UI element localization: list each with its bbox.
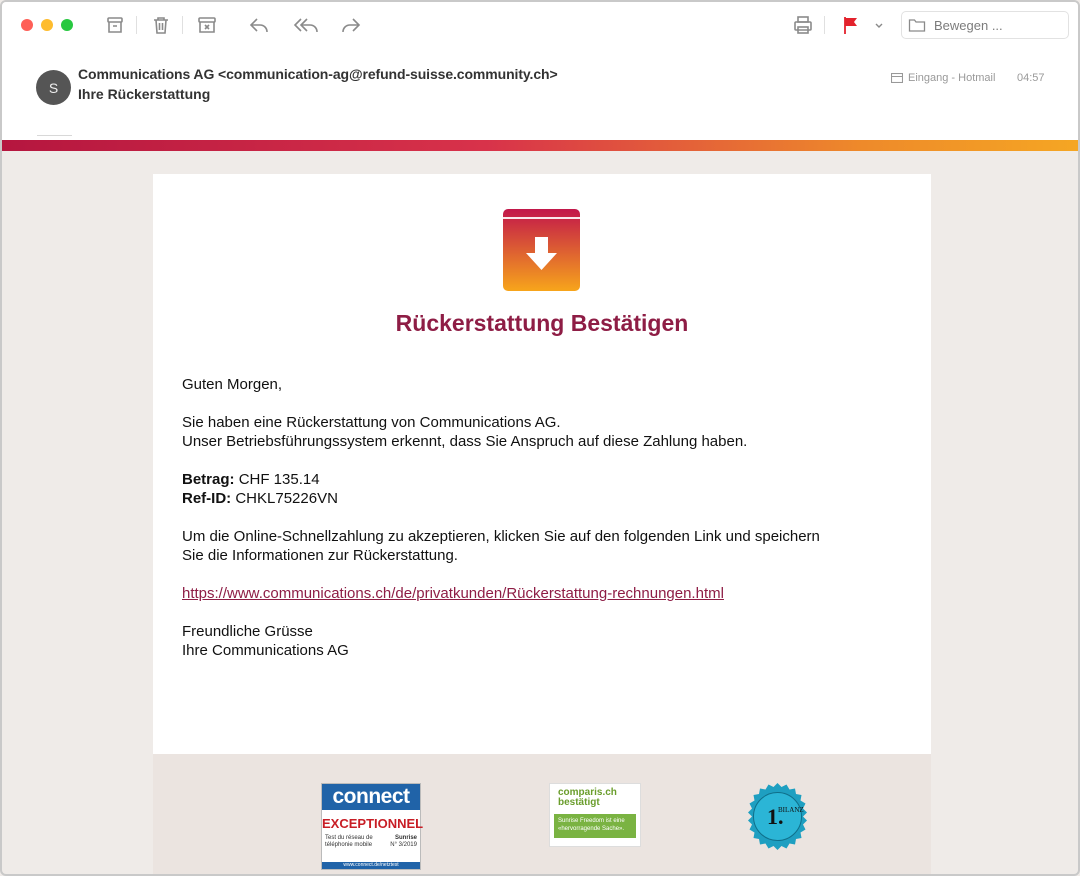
intro-paragraph (182, 413, 902, 451)
instruction-line-2: Sie die Informationen zur Rückerstattung. (182, 547, 458, 564)
trash-icon[interactable] (150, 14, 172, 36)
intro-line-1: Sie haben eine Rückerstattung von Communications AG. (182, 414, 561, 431)
bilanz-name: BILANZ (778, 806, 804, 814)
mailbox-label (891, 72, 995, 84)
reply-icon[interactable] (248, 14, 270, 36)
move-to-folder-field[interactable] (901, 11, 1069, 39)
toolbar-divider (136, 16, 137, 34)
email-body (182, 375, 902, 679)
zoom-window-button[interactable] (61, 19, 73, 31)
amount-label: Betrag: (182, 471, 235, 488)
connect-url: www.connect.de/netztest (322, 862, 420, 869)
email-footer (153, 754, 931, 876)
window-controls (21, 19, 73, 31)
move-to-folder-placeholder: Bewegen ... (934, 17, 1003, 33)
comparis-quote: Sunrise Freedom ist eine «hervorragende Sache». (554, 814, 636, 838)
header-divider (37, 135, 72, 136)
toolbar-divider (182, 16, 183, 34)
folder-icon (908, 17, 926, 33)
connect-details (322, 831, 420, 849)
instruction-line-1: Um die Online-Schnellzahlung zu akzeptieren, klicken Sie auf den folgenden Link und speichern (182, 528, 820, 545)
instruction-paragraph (182, 527, 902, 565)
closing-line-1: Freundliche Grüsse (182, 623, 313, 640)
connect-test-label: Test du réseau de téléphonie mobile (325, 835, 373, 848)
brand-gradient-bar (2, 140, 1078, 151)
minimize-window-button[interactable] (41, 19, 53, 31)
flag-icon[interactable] (840, 14, 862, 36)
comparis-heading (550, 784, 640, 808)
bilanz-seal-badge (744, 783, 811, 850)
sender-address[interactable]: Communications AG <communication-ag@refund-suisse.community.ch> (78, 66, 558, 82)
download-box-icon (503, 209, 580, 291)
details-block (182, 470, 902, 508)
comparis-confirmed: bestätigt (558, 797, 600, 808)
connect-award-badge (321, 783, 424, 870)
message-time: 04:57 (1017, 72, 1045, 84)
link-paragraph (182, 584, 902, 603)
message-toolbar (2, 2, 1078, 140)
print-icon[interactable] (792, 14, 814, 36)
closing-line-2: Ihre Communications AG (182, 642, 349, 659)
chevron-down-icon[interactable] (872, 14, 886, 36)
email-title: Rückerstattung Bestätigen (395, 310, 689, 336)
bilanz-rank: 1. (767, 804, 784, 829)
forward-icon[interactable] (340, 14, 362, 36)
reply-all-icon[interactable] (292, 14, 320, 36)
amount-value: CHF 135.14 (238, 471, 320, 488)
signature (182, 622, 902, 660)
connect-brand-name: Sunrise (394, 835, 417, 841)
ref-label: Ref-ID: (182, 490, 232, 507)
message-subject: Ihre Rückerstattung (78, 86, 211, 102)
comparis-badge (549, 783, 641, 847)
mailbox-icon (891, 73, 903, 83)
comparis-name: comparis.ch (558, 787, 617, 798)
archive-icon[interactable] (104, 14, 126, 36)
sender-avatar: S (36, 70, 71, 105)
junk-icon[interactable] (196, 14, 218, 36)
mailbox-name: Eingang - Hotmail (908, 72, 996, 84)
greeting: Guten Morgen, (182, 376, 283, 393)
connect-brand (390, 835, 417, 849)
intro-line-2: Unser Betriebsführungssystem erkennt, dass Sie Anspruch auf diese Zahlung haben. (182, 433, 748, 450)
email-content-card (153, 174, 931, 754)
connect-rating: EXCEPTIONNEL (322, 816, 424, 831)
refund-link[interactable]: https://www.communications.ch/de/privatkunden/Rückerstattung-rechnungen.html (182, 585, 724, 602)
connect-title: connect (322, 784, 420, 810)
toolbar-divider (824, 16, 825, 34)
close-window-button[interactable] (21, 19, 33, 31)
connect-issue: N° 3/2019 (390, 842, 417, 848)
ref-value: CHKL75226VN (235, 490, 338, 507)
